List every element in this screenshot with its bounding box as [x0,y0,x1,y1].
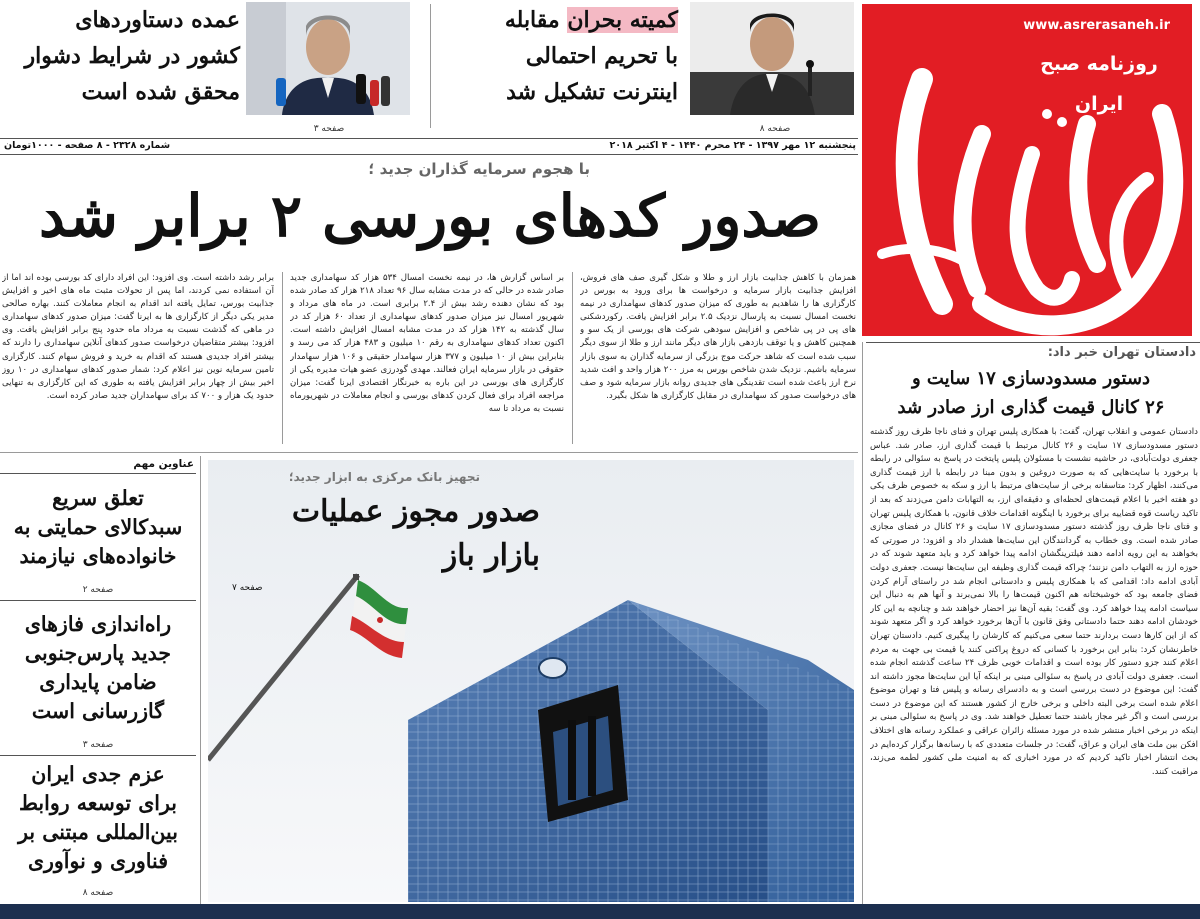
right-story-headline[interactable] [866,364,1196,422]
cbi-story-page: صفحه ۷ [232,583,263,593]
highlight-item-3[interactable] [0,760,196,876]
main-story-col1: همزمان با کاهش جذابیت بازار ارز و طلا و شکل گیری صف های فروش، افزایش جذابیت بازار سرمایه و درخواست ها برای ورود به بورس در کارگزاری ها را شاهدیم به طوری که میزان صدور کدهای سهامداری در نیمه نخست امسال نسبت به پارسال نزدیک ۲.۵ برابر افزایش یافت. رکوردشکنی های پی در پی شاخص و افزایش سودهی شرکت های بورسی از یک سو و همچنین کاهش و یا توقف بازدهی بازار های دیگر مانند ارز و طلا از سوی دیگر سبب شده است که شاهد حرکت موج بزرگی از سرمایه گذاران به سوی بازار سرمایه باشیم. نزدیک شدن شاخص بورس به مرز ۲۰۰ هزار واحد و افت شدید نرخ ارز باعث شده است تقدینگی های جدیدی روانه بازار سرمایه شود و صف های درخواست صدور کد سهامداری در مقابل کارگزاری ها شکل بگیرد. [580,273,856,401]
highlight-item-1-line3: خانواده‌های نیازمند [19,544,177,568]
teaser-internet-line2: با تحریم احتمالی [525,43,678,69]
cbi-story-kicker: تجهیز بانک مرکزی به ابزار جدید؛ [288,470,480,484]
teaser-internet-line3: اینترنت تشکیل شد [506,79,678,105]
teaser-achievements-line1: عمده دستاوردهای [75,7,240,33]
main-story-headline[interactable]: صدور کدهای بورسی ۲ برابر شد [38,182,822,250]
right-story-body: دادستان عمومی و انقلاب تهران، گفت: با همکاری پلیس تهران و فتای ناجا ظرف روز گذشته دستور مسدودسازی ۱۷ سایت و ۲۶ کانال مرتبط با قیمت گذاری ارز، صادر شد. عباس جعفری دولت‌آبادی، در حاشیه نشست با مسئولان پلیس پایتخت در پاسخ به سئوالی در رابطه با برخورد با سایت‌هایی که به صورت دروغین و بدون مبنا در رابطه با ارز قیمت گذاری می‌کنند، اظهار کرد: متاسفانه برخی از سایت‌های مرتبط با ارز و سکه به خصوص ظرف یکی دو هفته اخیر با اعلام قیمت‌های لحظه‌ای و دقیقه‌ای ارز، به التهابات دامن می‌زدند که بعد از تاکید ریاست قوه قضاییه برای برخورد با اینگونه اقدامات خلاف قانون، با همکاری پلیس تهران و فتای ناجا ظرف روز گذشته دستور مسدودسازی ۱۷ سایت و ۲۶ کانال در فضای مجازی صادر شده است. وی خطاب به گردانندگان این سایت‌ها هشدار داد و افزود: در صورتی که بخواهند به این رویه ادامه دهند فیلترینگشان ادامه پیدا خواهد کرد و باید متعهد شوند که در حوزه ارز به التهاب دامن نزنند؛ چراکه قیمت گذاری وظیفه این سایت‌ها نیست. جعفری دولت آبادی ادامه داد: اقدامی که با همکاری پلیس و دادستانی انجام شد در راستای آرام کردن فضای جامعه بود که خوشبختانه هم اکنون قیمت‌ها را بالا نمی‌برند و آنها هم به دنبال این سیاست ادامه پیدا خواهد کرد. وی گفت: بقیه آن‌ها نیز احضار خواهند شد و چنانچه به این کار خودشان ادامه دهند حتما دادستانی وفق قانون با آن‌ها برخورد خواهد کرد و اگر متعهد شوند که از این کارها دست بردارند حتما سعی می‌کنیم که کارشان را پیگیری کنیم. دادستان تهران خاطرنشان کرد: بنابر این برخورد با کسانی که دروغ پراکنی کنند یا قیمت بی جهت به مردم اعلام کنند جزو دستور کار بوده است و اقدامات خوبی ظرف ۲۴ ساعت گذشته انجام شده است. جعفری دولت آبادی در پاسخ به سئوالی مبنی بر اینکه آیا این سایت‌ها مجوز داشته اند گفت: این موضوع در دست بررسی است و به دادسرای رسانه و پلیس فتا و تهران موضوع اعلام شده است برخی البته داخلی و برخی خارج از کشور هستند که این موضوع در دست بررسی است و اگر غیر مجاز باشند حتما تعطیل خواهند شد. وی در پاسخ به سئوالی مبنی بر اینکه در برخی اخبار منتشر شده در مورد مسئله زائران عراقی و عملکرد رسانه های اختلاف افکن بین ملت های ایران و عراق، گفت: در جلسات متعددی که با رسانه‌ها برگزار کرده‌ایم در بحث انتشار اخبار تاکید کردیم که در مورد اخباری که به امنیت ملی کشور لطمه می‌زند، مراقبت کنند. [870,427,1198,777]
main-story-kicker: با هجوم سرمایه گذاران جدید ؛ [368,160,590,178]
highlight-item-3-page: صفحه ۸ [82,888,114,898]
highlight-item-3-line4: فناوری و نوآوری [27,849,169,873]
masthead [862,0,1200,340]
highlight-item-2-line3: ضامن پایداری [39,670,157,694]
highlight-item-3-line2: برای توسعه روابط [18,791,178,815]
cbi-story-title-line1: صدور مجوز عملیات [291,494,540,529]
highlight-item-1-line1: تعلق سریع [52,486,144,510]
teaser-achievements-photo [246,2,410,115]
highlight-item-2-line2: جدید پارس‌جنوبی [24,641,172,665]
cbi-story-title-line2: بازار باز [442,538,540,573]
highlight-item-1-line2: سبدکالای حمایتی به [13,515,183,539]
highlight-item-2-page: صفحه ۳ [82,740,114,750]
right-story-headline-line2: ۲۶ کانال قیمت گذاری ارز صادر شد [897,397,1165,418]
teaser-internet-highlight: کمیته بحران [567,7,678,33]
highlight-item-2-line1: راه‌اندازی فازهای [24,612,172,636]
cbi-story-title[interactable] [230,490,540,578]
main-story-col2: بر اساس گزارش ها، در نیمه نخست امسال ۵۳۴ هزار کد سهامداری جدید صادر شده در حالی که در مدت مشابه سال ۹۶ تعداد ۲۱۸ هزار کد صادر شده بود که نشان دهنده رشد بیش از ۲.۴ برابری است. در ماه های مرداد و شهریور امسال نیز میزان صدور کدهای سهامداری از تعداد ۶۰ هزار کد در سال گذشته به ۱۴۲ هزار کد در مدت مشابه امسال افزایش داشته است. اکنون تعداد کدهای سهامداری به رقم ۱۰ میلیون و ۴۸۳ هزار کد می رسد و بنابراین بیش از ۱۰ میلیون و ۳۷۷ هزار سهامدار حقیقی و ۱۰۶ هزار سهامدار حقوقی در بازار سرمایه ایران فعالند. مهدی گودرزی عضو هیات مدیره یکی از کارگزاری های بورسی در این باره به خبرنگار اقتصادی ایرنا گفت: میزان مراجعه افراد برای فعال کردن کدهای بورسی و انجام معاملات در شهریورماه نسبت به مرداد تا سه [290,273,564,414]
teaser-internet-line1: مقابله [504,7,568,33]
highlight-item-3-line3: بین‌المللی مبتنی بر [18,820,178,844]
footer-bar [0,904,1200,919]
teaser-internet-title[interactable] [440,2,678,110]
highlights-header: عناوین مهم [0,458,196,474]
teaser-achievements-title[interactable] [4,2,240,110]
teaser-internet-photo [690,2,854,115]
right-story-kicker: دادستان تهران خبر داد: [1047,345,1196,360]
masthead-url[interactable]: www.asrerasaneh.ir [1023,18,1170,33]
teaser-achievements-page: صفحه ۳ [313,124,345,134]
highlight-item-1[interactable] [0,484,196,571]
masthead-logo-block [862,4,1192,336]
highlight-item-3-line1: عزم جدی ایران [31,762,165,786]
highlight-item-1-page: صفحه ۲ [82,585,114,595]
masthead-tagline: روزنامه صبح ایران [1040,53,1158,115]
main-story-col3: برابر رشد داشته است. وی افزود: این افراد دارای کد بورسی بوده اند اما از آن استفاده نمی کردند، اما پس از تحولات مثبت ماه های اخیر و افزایش جذابیت بورس، تمایل یافته اند اقدام به انجام معاملات کنند. بهاره صالحی مدیر یکی دیگر از کارگزاری ها به ایرنا گفت: میزان صدور کدهای سهامداری در ماهی که گذشت نسبت به مرداد ماه حدود پنج برابر افزایش یافت. وی افزود: بیشتر متقاضیان درخواست صدور کدهای آنلاین سهامداری را دارند که بیشتر افراد جدیدی هستند که اقدام به خرید و فروش سهام کنند. کارگزاری تامین سرمایه نوین نیز اعلام کرد: شمار صدور کدهای سهامداری در ۱۰ روز اخیر بیش از چهار برابر افزایش یافته به طوری که این کارگزاری به تنهایی حدود یک هزار و ۷۰۰ کد برای سهامداران جدید صادر کرده است. [2,273,274,401]
dateline-issue: شماره ۲۳۲۸ - ۸ صفحه - ۱۰۰۰تومان [4,140,171,151]
right-story-headline-line1: دستور مسدودسازی ۱۷ سایت و [911,368,1151,389]
highlight-item-2-line4: گازرسانی است [31,699,165,723]
teaser-achievements-line3: محقق شده است [81,79,240,105]
dateline-date: پنجشنبه ۱۲ مهر ۱۳۹۷ - ۲۴ محرم ۱۴۴۰ - ۴ اکتبر ۲۰۱۸ [609,140,856,151]
highlight-item-2[interactable] [0,610,196,726]
teaser-achievements-line2: کشور در شرایط دشوار [24,43,240,69]
teaser-internet-page: صفحه ۸ [759,124,791,134]
